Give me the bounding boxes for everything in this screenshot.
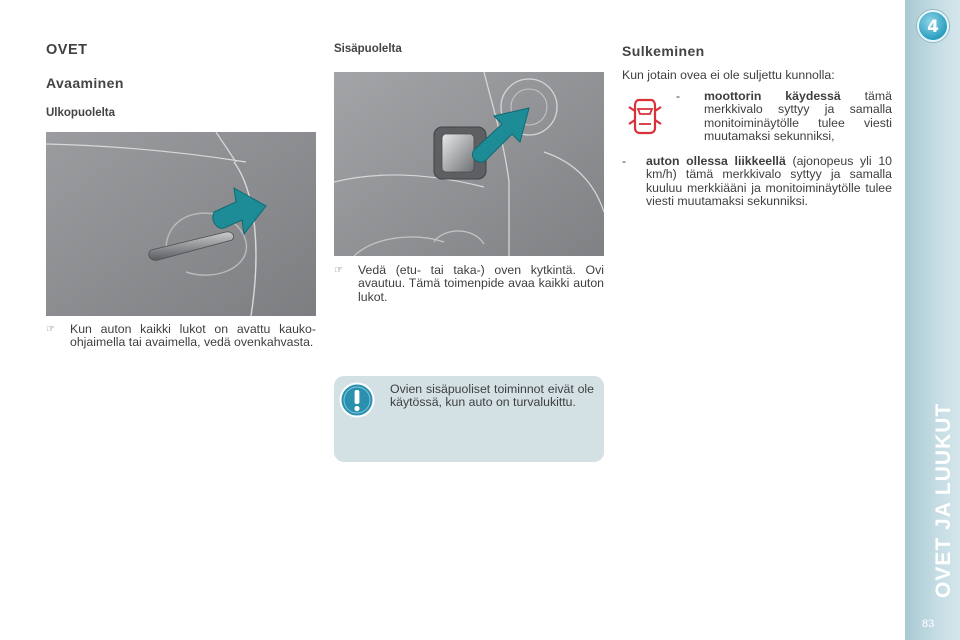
exterior-opening-instruction: [46, 323, 316, 350]
chapter-title-vertical: OVET JA LUUKUT: [932, 402, 955, 598]
subsection-outside: Ulkopuolelta: [46, 107, 116, 119]
subsection-inside: Sisäpuolelta: [334, 43, 402, 55]
interior-opening-text: Vedä (etu- tai taka-) oven kytkintä. Ovi avautuu. Tämä toimenpide avaa kaikki auton lukot.: [358, 263, 604, 304]
closing-item-engine-running: [676, 90, 892, 144]
chapter-number: 4: [927, 17, 939, 37]
page-number: 83: [922, 618, 935, 630]
exterior-opening-text: Kun auton kaikki lukot on avattu kauko-ohjaimella tai avaimella, vedä ovenkahvasta.: [70, 322, 316, 350]
note-text: Ovien sisäpuoliset toiminnot eivät ole käytössä, kun auto on turvalukittu.: [390, 382, 594, 410]
interior-opening-instruction: [334, 264, 604, 304]
exterior-door-handle-illustration: [46, 132, 316, 316]
interior-door-handle-illustration: [334, 72, 604, 256]
section-title-closing: Sulkeminen: [622, 43, 705, 59]
door-open-warning-icon: [627, 96, 663, 136]
item-text: (ajonopeus yli 10 km/h) tämä merkkivalo syttyy ja samalla kuuluu merkkiääni ja monitoiminäytölle tulee viesti muutamaksi sekunniksi.: [646, 154, 892, 209]
exclamation-warning-icon: [339, 382, 375, 418]
closing-intro: Kun jotain ovea ei ole suljettu kunnolla:: [622, 68, 835, 82]
dash: -: [622, 154, 627, 168]
section-title-opening: Avaaminen: [46, 75, 124, 91]
page-title: OVET: [46, 42, 88, 58]
interior-handle-svg: [334, 72, 604, 256]
item-text: tämä merkkivalo syttyy ja samalla monitoiminäytölle tulee viesti muutamaksi sekunniksi,: [704, 89, 892, 144]
closing-item-vehicle-moving: [622, 155, 892, 209]
pointing-hand-icon: ☞: [334, 265, 343, 276]
chapter-badge: [917, 10, 949, 42]
pointing-hand-icon: ☞: [46, 324, 55, 335]
item-bold-label: auton ollessa liikkeellä: [646, 154, 786, 168]
item-bold-label: moottorin käydessä: [704, 89, 841, 103]
dash: -: [676, 89, 681, 103]
exterior-handle-svg: [46, 132, 316, 316]
